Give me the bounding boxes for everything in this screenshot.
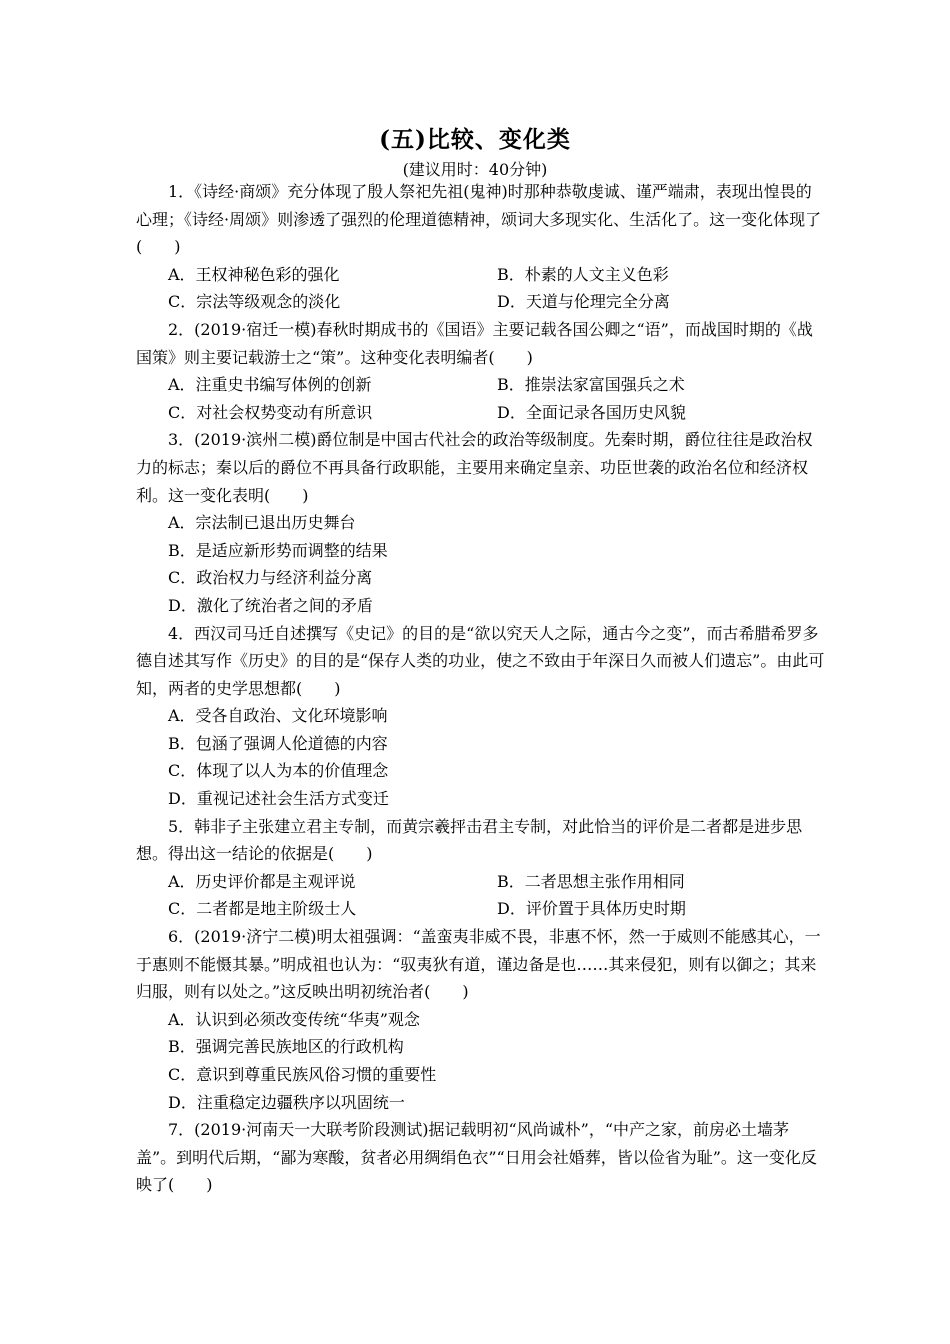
option-d: D．激化了统治者之间的矛盾 — [168, 595, 373, 615]
question-stem: 3．(2019·滨州二模)爵位制是中国古代社会的政治等级制度。先秦时期，爵位往往是政治权力的标志；秦以后的爵位不再具备行政职能，主要用来确定皇亲、功臣世袭的政治名位和经济权利。这一变化表明( ) — [136, 430, 813, 505]
option-a: A．受各自政治、文化环境影响 — [168, 706, 388, 726]
question-list — [136, 178, 826, 1199]
options — [136, 261, 826, 316]
option-b: B．是适应新形势而调整的结果 — [168, 540, 388, 560]
option-b: B．朴素的人文主义色彩 — [497, 264, 669, 284]
option-c: C．政治权力与经济利益分离 — [168, 568, 373, 588]
option-a: A．历史评价都是主观评说 — [168, 871, 356, 891]
question-4 — [136, 620, 826, 813]
page-title: (五)比较、变化类 — [379, 126, 571, 153]
question-stem: 7．(2019·河南天一大联考阶段测试)据记载明初“风尚诚朴”，“中产之家，前房必土墙茅盖”。到明代后期，“鄙为寒酸，贫者必用绸绢色衣”“日用会社婚葬，皆以俭省为耻”。这一变化反映了( ) — [136, 1120, 817, 1195]
page-subtitle: (建议用时：40分钟) — [402, 160, 548, 179]
question-3 — [136, 426, 826, 619]
option-d: D．天道与伦理完全分离 — [497, 292, 670, 312]
option-a: A．王权神秘色彩的强化 — [168, 264, 340, 284]
option-b: B．包涵了强调人伦道德的内容 — [168, 733, 388, 753]
option-c: C．二者都是地主阶级士人 — [168, 899, 357, 919]
question-stem: 1．《诗经·商颂》充分体现了殷人祭祀先祖(鬼神)时那种恭敬虔诚、谨严端肃，表现出惶畏的心理；《诗经·周颂》则渗透了强烈的伦理道德精神，颂词大多现实化、生活化了。这一变化体现了( ) — [136, 182, 822, 257]
option-a: A．注重史书编写体例的创新 — [168, 375, 372, 395]
option-d: D．全面记录各国历史风貌 — [497, 402, 686, 422]
question-stem: 5．韩非子主张建立君主专制，而黄宗羲抨击君主专制，对此恰当的评价是二者都是进步思想。得出这一结论的依据是( ) — [136, 816, 803, 864]
option-d: D．注重稳定边疆秩序以巩固统一 — [168, 1092, 405, 1112]
options — [136, 868, 826, 923]
option-a: A．认识到必须改变传统“华夷”观念 — [168, 1009, 420, 1029]
option-b: B．强调完善民族地区的行政机构 — [168, 1037, 404, 1057]
question-2 — [136, 316, 826, 426]
question-5 — [136, 813, 826, 923]
options — [136, 371, 826, 426]
question-stem: 4．西汉司马迁自述撰写《史记》的目的是“欲以究天人之际，通古今之变”，而古希腊希罗多德自述其写作《历史》的目的是“保存人类的功业，使之不致由于年深日久而被人们遗忘”。由此可知，两者的史学思想都( ) — [136, 623, 825, 698]
option-a: A．宗法制已退出历史舞台 — [168, 513, 356, 533]
options — [136, 702, 826, 812]
question-stem: 2．(2019·宿迁一模)春秋时期成书的《国语》主要记载各国公卿之“语”，而战国时期的《战国策》则主要记载游士之“策”。这种变化表明编者( ) — [136, 319, 813, 367]
options — [136, 509, 826, 619]
option-d: D．评价置于具体历史时期 — [497, 899, 686, 919]
option-b: B．推崇法家富国强兵之术 — [497, 375, 685, 395]
question-7 — [136, 1116, 826, 1199]
option-c: C．宗法等级观念的淡化 — [168, 292, 341, 312]
option-c: C．体现了以人为本的价值理念 — [168, 761, 389, 781]
options — [136, 1006, 826, 1116]
option-c: C．意识到尊重民族风俗习惯的重要性 — [168, 1065, 437, 1084]
question-stem: 6．(2019·济宁二模)明太祖强调：“盖蛮夷非威不畏，非惠不怀，然一于威则不能感其心，一于惠则不能慑其暴。”明成祖也认为：“驭夷狄有道，谨边备是也……其来侵犯，则有以御之；其来归服，则有以处之。”这反映出明初统治者( ) — [136, 927, 821, 1002]
option-d: D．重视记述社会生活方式变迁 — [168, 789, 389, 809]
question-1 — [136, 178, 826, 316]
option-c: C．对社会权势变动有所意识 — [168, 402, 373, 422]
question-6 — [136, 923, 826, 1116]
option-b: B．二者思想主张作用相同 — [497, 871, 685, 891]
